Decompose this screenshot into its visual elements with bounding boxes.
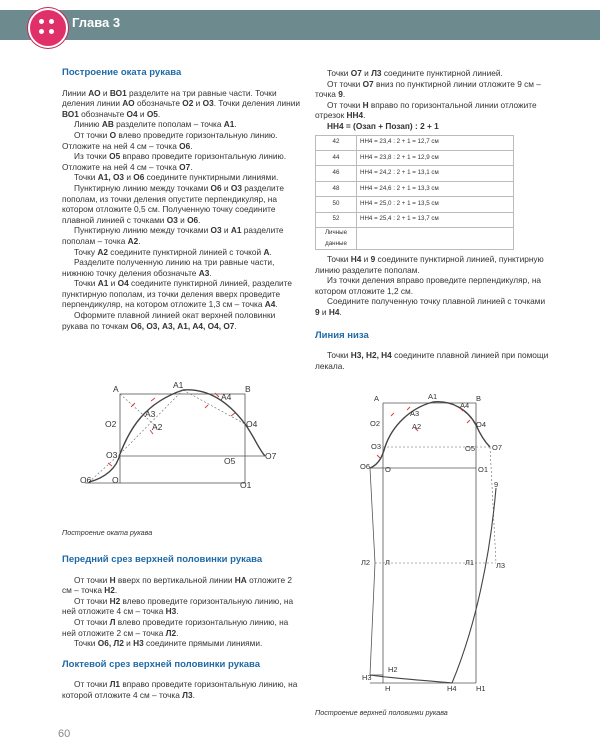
figure-caption: Построение оката рукава (62, 528, 153, 537)
bold-term: Н (362, 99, 369, 110)
bold-term: Н4 (350, 254, 362, 265)
bold-term: О7 (179, 161, 191, 172)
diagram-label: Л3 (496, 561, 506, 570)
calc-cell: НН4 = 23,8 : 2 + 1 = 12,9 см (357, 150, 514, 165)
bold-term: О (109, 129, 117, 140)
diagram-label: Н (385, 684, 391, 693)
paragraph: Соедините полученную точку плавной линией с точками 9 и Н4. (315, 296, 546, 318)
diagram-label: О2 (105, 419, 117, 429)
section-title: Локтевой срез верхней половинки рукава (62, 658, 261, 670)
paragraph: От точки Л влево проведите горизонтальную линию, на ней отложите 2 см – точка Л2. (62, 616, 289, 638)
diagram-label: А (374, 394, 380, 403)
diagram-label: О5 (465, 444, 476, 453)
paragraph: Точки О7 и Л3 соедините пунктирной линией. (327, 68, 503, 78)
paragraph: От точки Н вверх по вертикальной линии НА отложите 2 см – точка Н2. (62, 574, 293, 596)
bold-term: А1 (97, 278, 109, 289)
diagram-label: Л1 (465, 558, 475, 567)
table-row (316, 227, 514, 249)
bold-term: Н2 (109, 595, 121, 606)
paragraph: Пунктирную линию между точками О6 и О3 разделите пополам, из точки деления опустите перпендикуляр, на котором отложите 0,5 см. Полученную точку соедините плавной линией с точками О3 и О6. (62, 182, 284, 225)
paragraph: Разделите полученную линию на три равные части, нижнюю точку деления обозначьте А3. (62, 257, 275, 278)
bold-term: О3 (166, 214, 178, 225)
bold-term: Н2 (104, 585, 115, 596)
bold-term: А (263, 246, 270, 257)
bold-term: О7 (350, 68, 362, 78)
upper-sleeve-diagram (330, 388, 520, 698)
bold-term: Л2 (165, 627, 177, 638)
figure-caption: Построение верхней половинки рукава (315, 708, 448, 717)
formula: НН4 = (Озап + Позап) : 2 + 1 (327, 120, 439, 131)
bold-term: А1, О3 (97, 172, 125, 183)
diagram-label: Н4 (447, 684, 457, 693)
diagram-label: О7 (265, 451, 277, 461)
size-cell: Личные данные (316, 227, 357, 249)
diagram-label: А3 (410, 409, 420, 418)
diagram-label: А1 (173, 380, 184, 390)
table-row (316, 150, 514, 165)
diagram-label: 9 (494, 480, 499, 489)
paragraph: Точки О6, Л2 и Н3 соедините прямыми линиями. (74, 638, 263, 649)
right-column (315, 68, 550, 371)
section-title: Построение оката рукава (62, 67, 182, 78)
diagram-label: Л2 (361, 558, 371, 567)
bold-term: Л (109, 616, 116, 627)
bold-term: О6 (187, 214, 199, 225)
diagram-label: О1 (240, 480, 252, 490)
paragraph: От точки Н2 влево проведите горизонтальную линию, на ней отложите 4 см – точка Н3. (62, 595, 294, 617)
table-row (316, 166, 514, 181)
calc-cell: НН4 = 25,4 : 2 + 1 = 13,7 см (357, 212, 514, 227)
diagram-label: А3 (145, 409, 156, 419)
section-title: Передний срез верхней половинки рукава (62, 554, 263, 565)
bold-term: О5 (146, 108, 158, 119)
bold-term: Н3 (165, 606, 177, 617)
diagram-label: О (385, 465, 391, 474)
paragraph: От точки О7 вниз по пунктирной линии отложите 9 см – точка 9. (315, 78, 541, 100)
diagram-label: А (113, 384, 119, 394)
size-cell: 46 (316, 166, 357, 181)
calc-cell: НН4 = 23,4 : 2 + 1 = 12,7 см (357, 135, 514, 150)
bold-term: АО (88, 87, 101, 98)
bold-term: О6, Л2 (97, 638, 124, 649)
paragraph: Точки Н3, Н2, Н4 соедините плавной линией при помощи лекала. (315, 350, 549, 371)
diagram-label: Л (385, 558, 390, 567)
bold-term: О3 (210, 225, 222, 236)
paragraph: Линию АВ разделите пополам – точка А1. (74, 119, 237, 130)
diagram-label: Н1 (476, 684, 486, 693)
bold-term: О7 (362, 78, 374, 89)
bold-term: О3 (202, 98, 214, 109)
paragraph: Точки А1, О3 и О6 соедините пунктирными линиями. (74, 172, 279, 183)
paragraph: Точку А2 соедините пунктирной линией с точкой А. (74, 246, 272, 257)
bold-term: О6 (179, 140, 191, 151)
left-column-lower (62, 555, 302, 701)
paragraph: Из точки деления вправо проведите перпендикуляр, на котором отложите 1,2 см. (315, 275, 542, 296)
table-row (316, 212, 514, 227)
calc-cell: НН4 = 25,0 : 2 + 1 = 13,5 см (357, 197, 514, 212)
paragraph: От точки О влево проведите горизонтальную линию. Отложите на ней 4 см – точка О6. (62, 129, 278, 151)
size-cell: 52 (316, 212, 357, 227)
paragraph: Пунктирную линию между точками О3 и А1 разделите пополам – точка А2. (62, 225, 284, 246)
sleeve-cap-diagram (75, 378, 295, 498)
size-cell: 44 (316, 150, 357, 165)
table-row (316, 181, 514, 196)
bold-term: ВО1 (109, 87, 127, 98)
bold-term: АО (122, 98, 135, 109)
bold-term: НН4 (346, 110, 364, 121)
bold-term: А2 (127, 235, 139, 246)
diagram-label: О3 (371, 442, 382, 451)
diagram-label: О6 (80, 475, 92, 485)
page-number: 60 (58, 728, 71, 740)
bold-term: О6, О3, А3, А1, А4, О4, О7 (130, 320, 235, 331)
diagram-label: О6 (360, 462, 371, 471)
calc-cell (357, 227, 514, 249)
bold-term: А3 (198, 267, 210, 278)
diagram-label: О (112, 475, 119, 485)
bold-term: АВ (101, 119, 114, 130)
calculation-table (315, 135, 514, 251)
bold-term: Л3 (182, 689, 193, 700)
diagram-label: О2 (370, 419, 381, 428)
diagram-label: А4 (221, 392, 232, 402)
bold-term: А1 (223, 119, 235, 130)
paragraph: От точки Л1 вправо проведите горизонтальную линию, на которой отложите 4 см – точка Л3. (62, 679, 298, 700)
bold-term: О2 (182, 98, 194, 109)
chapter-header (0, 0, 600, 48)
bold-term: Н (109, 574, 116, 585)
bold-term: Н4 (328, 307, 340, 318)
calc-cell: НН4 = 24,2 : 2 + 1 = 13,1 см (357, 166, 514, 181)
table-row (316, 135, 514, 150)
sewing-button-icon (28, 8, 68, 48)
section-title: Линия низа (315, 329, 369, 341)
table-row (316, 197, 514, 212)
bold-term: А1 (230, 225, 242, 236)
bold-term: О3 (230, 182, 242, 193)
diagram-label: О4 (476, 420, 487, 429)
paragraph: От точки Н вправо по горизонтальной линии отложите отрезок НН4. (315, 99, 537, 121)
chapter-title: Глава 3 (72, 15, 121, 30)
bold-term: 9 (315, 307, 320, 318)
bold-term: Л1 (109, 679, 121, 690)
diagram-label: А1 (428, 392, 438, 401)
bold-term: 9 (338, 89, 343, 100)
paragraph: Линии АО и ВО1 разделите на три равные части. Точки деления линии АО обозначьте О2 и О3. Точки деления линии ВО1 обозначьте О4 и О5. (62, 87, 301, 119)
paragraph: Оформите плавной линией окат верхней половинки рукава по точкам О6, О3, А3, А1, А4, О4, О7. (62, 310, 276, 331)
size-cell: 48 (316, 181, 357, 196)
bold-term: О5 (109, 151, 121, 162)
bold-term: О4 (117, 278, 129, 289)
diagram-label: О4 (246, 419, 258, 429)
diagram-label: В (476, 394, 482, 403)
diagram-label: А2 (152, 422, 163, 432)
diagram-label: О5 (224, 456, 236, 466)
bold-term: Л3 (371, 68, 382, 78)
paragraph: Точки А1 и О4 соедините пунктирной линией, разделите пунктирную пополам, из точки деления вверх проведите перпендикуляр, на котором отложите 1,3 см – точка А4. (62, 278, 293, 310)
bold-term: Н3 (133, 638, 144, 649)
diagram-label: А2 (412, 422, 422, 431)
diagram-label: О1 (478, 465, 489, 474)
size-cell: 50 (316, 197, 357, 212)
bold-term: НА (234, 574, 247, 585)
diagram-label: О7 (492, 443, 503, 452)
diagram-label: В (245, 384, 251, 394)
diagram-label: Н2 (388, 665, 398, 674)
bold-term: А2 (97, 246, 108, 257)
paragraph: Точки Н4 и 9 соедините пунктирной линией, пунктирную линию разделите пополам. (315, 254, 544, 275)
bold-term: Н3, Н2, Н4 (350, 350, 392, 361)
calc-cell: НН4 = 24,6 : 2 + 1 = 13,3 см (357, 181, 514, 196)
diagram-label: А4 (460, 401, 470, 410)
bold-term: О6 (133, 172, 145, 183)
bold-term: 9 (370, 254, 376, 265)
bold-term: А4 (264, 299, 276, 310)
bold-term: О6 (210, 182, 222, 193)
diagram-label: О3 (106, 450, 118, 460)
paragraph: Из точки О5 вправо проведите горизонтальную линию. Отложите на ней 4 см – точка О7. (62, 151, 287, 172)
bold-term: ВО1 (62, 108, 79, 119)
size-cell: 42 (316, 135, 357, 150)
left-column (62, 68, 302, 331)
bold-term: О4 (126, 108, 138, 119)
diagram-label: Н3 (362, 673, 372, 682)
